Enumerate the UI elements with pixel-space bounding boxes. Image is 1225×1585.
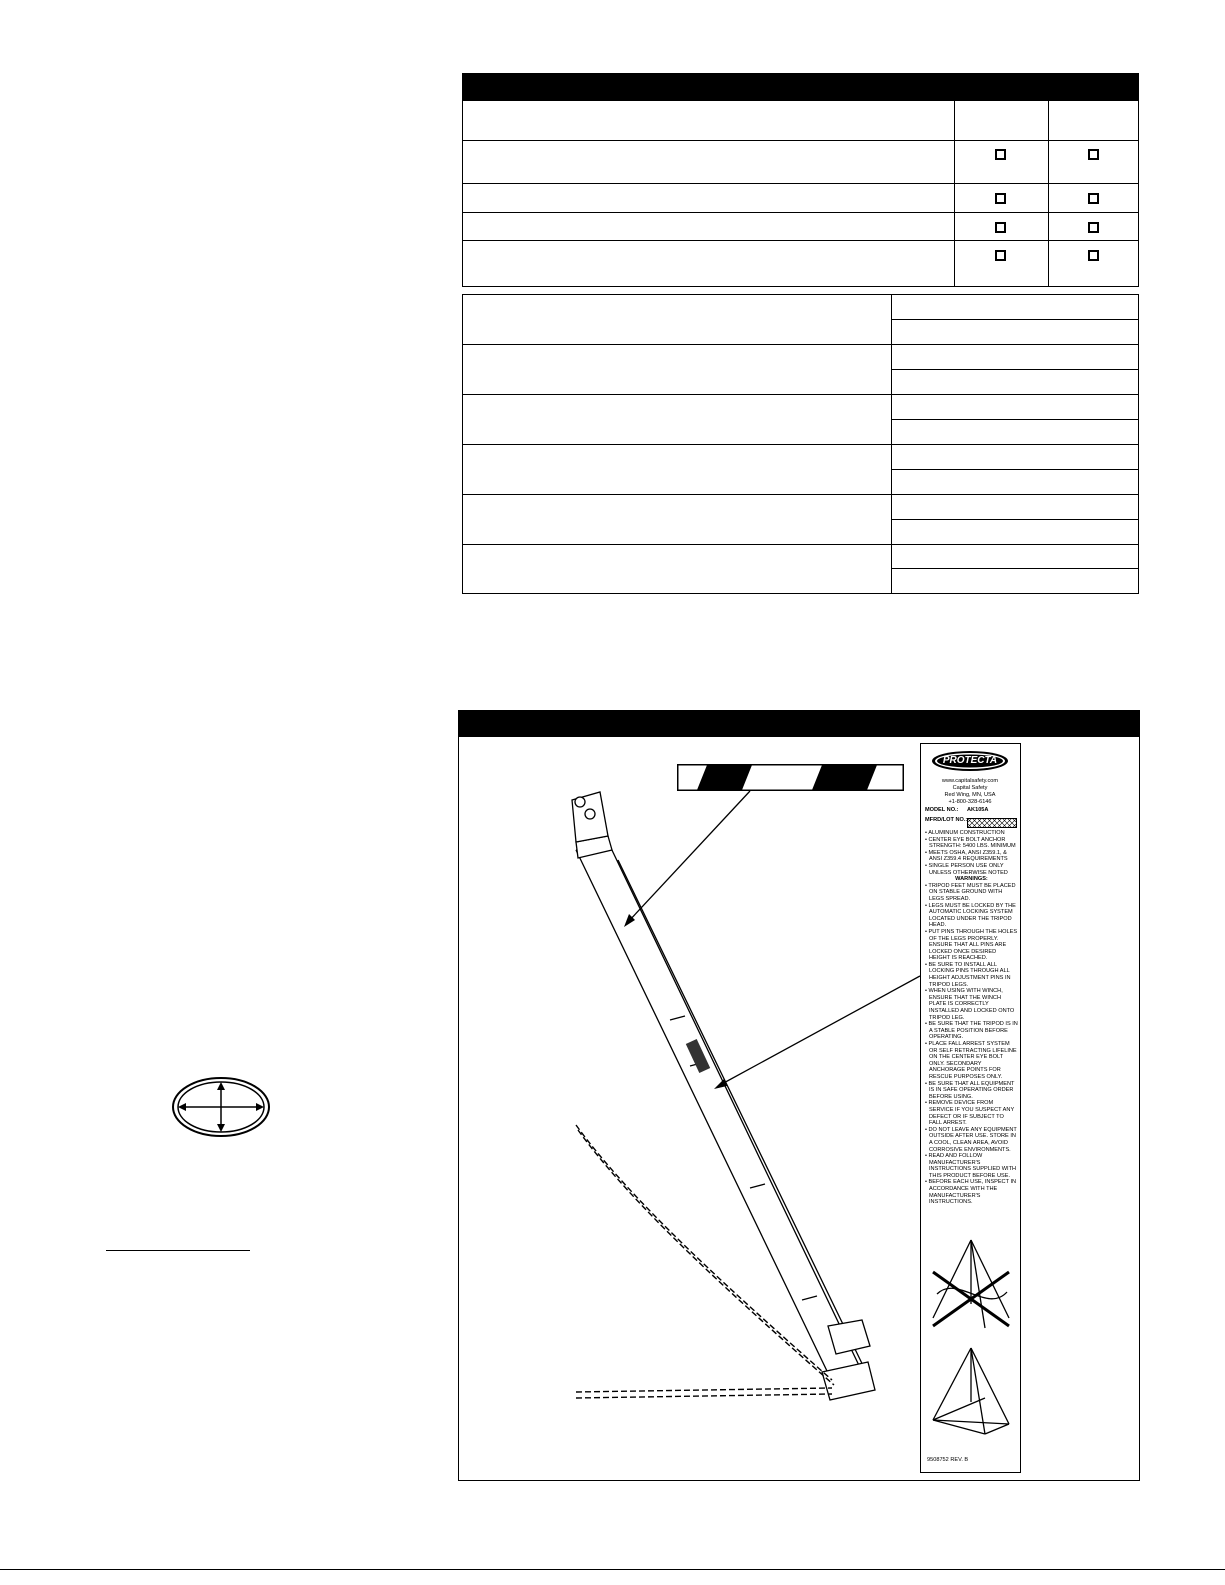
label-warning: • BEFORE EACH USE, INSPECT IN ACCORDANCE WITH THE MANUFACTURER'S INSTRUCTIONS. — [925, 1179, 1017, 1206]
label-warning: • WHEN USING WITH WINCH, ENSURE THAT THE WINCH PLATE IS CORRECTLY INSTALLED AND LOCKED ONTO TRIPOD LEG. — [925, 988, 1015, 1021]
label-warning: • TRIPOD FEET MUST BE PLACED ON STABLE GROUND WITH LEGS SPREAD. — [925, 882, 1016, 902]
label-model-value: AK105A — [967, 807, 989, 813]
label-feature: • MEETS OSHA, ANSI Z359.1, & ANSI Z359.4 REQUIREMENTS — [925, 849, 1008, 863]
label-warning: • LEGS MUST BE LOCKED BY THE AUTOMATIC LOCKING SYSTEM LOCATED UNDER THE TRIPOD HEAD. — [925, 902, 1016, 929]
tripod-incorrect-icon — [927, 1234, 1015, 1334]
label-model-label: MODEL NO.: — [925, 807, 959, 813]
checkbox-row3-no[interactable] — [1088, 222, 1099, 233]
signature-line — [106, 1250, 250, 1251]
label-warning: • REMOVE DEVICE FROM SERVICE IF YOU SUSPECT ANY DEFECT OR IF SUBJECT TO FALL ARREST. — [925, 1100, 1015, 1127]
label-warning: • BE SURE THAT ALL EQUIPMENT IS IN SAFE OPERATING ORDER BEFORE USING. — [925, 1080, 1015, 1100]
brand-logo — [931, 750, 1009, 772]
inspection-table — [462, 100, 1139, 287]
brand-name: PROTECTA — [942, 755, 998, 766]
product-label — [920, 743, 1021, 1473]
label-figure-header-bar — [458, 710, 1140, 737]
checkbox-row4-no[interactable] — [1088, 250, 1099, 261]
tripod-leg-illustration — [570, 780, 920, 1420]
checkbox-row1-yes[interactable] — [995, 149, 1006, 160]
label-company: Capital Safety — [952, 785, 988, 791]
checkbox-row2-yes[interactable] — [995, 193, 1006, 204]
checkbox-row3-yes[interactable] — [995, 222, 1006, 233]
label-feature: • CENTER EYE BOLT ANCHOR STRENGTH: 5400 LBS. MINIMUM — [925, 836, 1016, 850]
label-lot-label: MFRD/LOT NO.: — [925, 817, 968, 823]
label-warning: • BE SURE THAT THE TRIPOD IS IN A STABLE POSITION BEFORE OPERATING. — [925, 1021, 1018, 1041]
label-features-list — [925, 830, 1018, 1206]
label-website: www.capitalsafety.com — [941, 778, 999, 784]
page-bottom-rule — [0, 1569, 1225, 1570]
label-warning: • BE SURE TO INSTALL ALL LOCKING PINS THROUGH ALL HEIGHT ADJUSTMENT PINS IN TRIPOD LEGS. — [925, 961, 1011, 988]
label-warnings-heading: WARNINGS: — [955, 876, 988, 883]
label-lot-hatch-box — [967, 815, 1017, 825]
tripod-correct-icon — [927, 1342, 1015, 1442]
label-warning: • PLACE FALL ARREST SYSTEM OR SELF RETRACTING LIFELINE ON THE CENTER EYE BOLT ONLY. SECONDARY ANCHORAGE POINTS FOR RESCUE PURPOSES ONLY. — [925, 1041, 1017, 1080]
checkbox-row1-no[interactable] — [1088, 149, 1099, 160]
label-part-number: 9508752 REV. B — [927, 1457, 969, 1463]
label-phone: +1-800-328-6146 — [948, 799, 992, 805]
checkbox-row4-yes[interactable] — [995, 250, 1006, 261]
checkbox-row2-no[interactable] — [1088, 193, 1099, 204]
label-city: Red Wing, MN, USA — [944, 792, 996, 798]
label-warning: • DO NOT LEAVE ANY EQUIPMENT OUTSIDE AFTER USE. STORE IN A COOL, CLEAN AREA, AVOID CORROSIVE ENVIRONMENTS. — [925, 1126, 1017, 1153]
inspection-record-table — [462, 294, 1139, 594]
inspection-table-header-bar — [462, 73, 1139, 101]
label-warning: • PUT PINS THROUGH THE HOLES OF THE LEGS PROPERLY. ENSURE THAT ALL PINS ARE LOCKED ONCE DESIRED HEIGHT IS REACHED. — [925, 928, 1018, 962]
expand-symbol-icon — [171, 1076, 271, 1138]
label-feature: • SINGLE PERSON USE ONLY UNLESS OTHERWISE NOTED — [925, 862, 1008, 876]
label-feature: • ALUMINUM CONSTRUCTION — [925, 830, 1005, 836]
label-warning: • READ AND FOLLOW MANUFACTURER'S INSTRUCTIONS SUPPLIED WITH THIS PRODUCT BEFORE USE. — [925, 1153, 1017, 1179]
